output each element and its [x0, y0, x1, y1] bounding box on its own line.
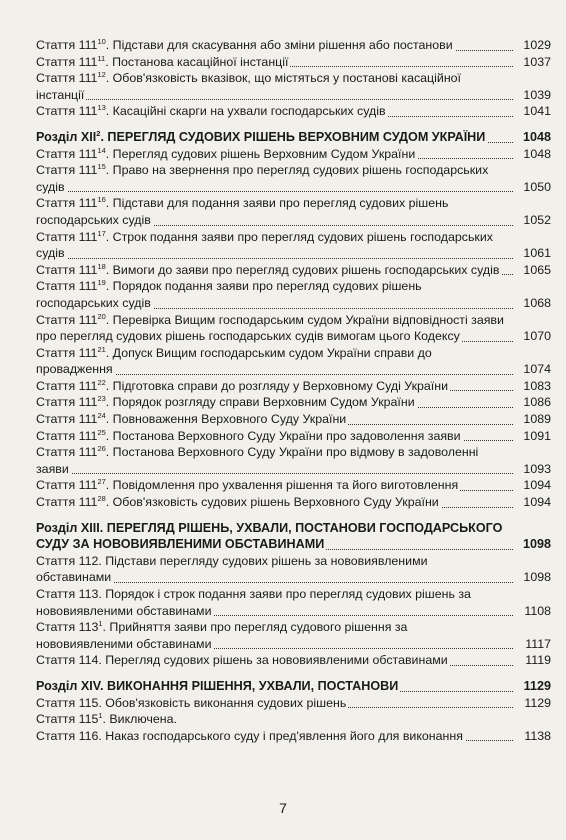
toc-entry-title — [36, 378, 551, 395]
toc-entry-title — [36, 54, 551, 71]
toc-entry — [36, 162, 551, 195]
toc-leader-dots — [36, 191, 513, 192]
toc-entry-prefix: Розділ XIII — [36, 520, 100, 535]
toc-entry-text: . Обов'язковість вказівок, що містяться у постанові касаційної інстанції — [36, 71, 461, 102]
toc-entry-text: . Виключена. — [102, 712, 177, 727]
toc-entry-text: . Допуск Вищим господарським судом України справи до провадження — [36, 345, 432, 377]
toc-entry-prefix: Стаття 111 — [36, 312, 98, 327]
toc-entry-text: . Касаційні скарги на ухвали господарських судів — [105, 104, 386, 119]
toc-entry-text: . Постанова касаційної інстанції — [105, 54, 289, 69]
toc-entry-superscript: 10 — [97, 37, 106, 46]
toc-entry-prefix: Стаття 111 — [36, 146, 98, 161]
toc-entry-prefix: Стаття 111 — [36, 279, 98, 294]
toc-entry-prefix: Стаття 111 — [36, 196, 98, 211]
toc-entry-prefix: Стаття 111 — [36, 478, 98, 493]
toc-entry-text: . ПЕРЕГЛЯД СУДОВИХ РІШЕНЬ ВЕРХОВНИМ СУДОМ УКРАЇНИ — [100, 129, 486, 144]
toc-entry — [36, 262, 551, 279]
toc-entry-text: . ПЕРЕГЛЯД РІШЕНЬ, УХВАЛИ, ПОСТАНОВИ ГОСПОДАРСЬКОГО СУДУ ЗА НОВОВИЯВЛЕНИМИ ОБСТАВИНАМИ — [36, 520, 503, 552]
toc-page-number: 1048 — [522, 129, 551, 144]
toc-leader-dots — [36, 258, 513, 259]
toc-entry-prefix: Стаття 111 — [36, 395, 98, 410]
toc-entry-superscript: 14 — [97, 145, 106, 155]
toc-page-number: 1094 — [523, 478, 551, 493]
toc-entry — [36, 553, 551, 586]
toc-entry-prefix: Стаття 111 — [36, 54, 98, 69]
table-of-contents — [36, 37, 551, 744]
toc-entry-text: . Порядок і строк подання заяви про перегляд судових рішень за нововиявленими обставинами — [36, 587, 471, 618]
toc-entry — [36, 728, 551, 745]
toc-entry-superscript: 21 — [97, 344, 106, 354]
toc-entry-text: . Постанова Верховного Суду України про задоволення заяви — [105, 428, 461, 443]
toc-entry-prefix: Стаття 116 — [36, 728, 99, 743]
toc-entry-prefix: Стаття 111 — [36, 71, 98, 86]
toc-entry — [36, 378, 551, 395]
toc-page-number: 1068 — [523, 295, 551, 310]
toc-page-number: 1119 — [525, 653, 551, 668]
toc-page-number: 1108 — [524, 603, 551, 618]
toc-entry-title — [36, 678, 551, 695]
toc-entry-prefix: Стаття 113 — [36, 620, 99, 635]
toc-entry-superscript: 28 — [97, 494, 106, 504]
toc-entry-title — [36, 477, 551, 494]
toc-entry-superscript: 15 — [97, 162, 106, 172]
toc-entry-text: . Строк подання заяви про перегляд судових рішень господарських судів — [36, 229, 493, 261]
toc-entry-title — [36, 129, 551, 146]
toc-entry-superscript: 23 — [97, 394, 106, 404]
toc-entry-superscript: 2 — [96, 128, 101, 138]
toc-page-number: 1129 — [523, 678, 551, 693]
toc-page-number: 1138 — [524, 728, 551, 743]
toc-page-number: 1048 — [523, 146, 551, 161]
toc-entry-prefix: Стаття 111 — [36, 345, 98, 360]
toc-page-number: 1061 — [523, 246, 551, 261]
toc-entry-prefix: Стаття 115 — [36, 695, 99, 710]
toc-entry-superscript: 22 — [97, 377, 106, 387]
toc-entry-text: . Прийняття заяви про перегляд судового рішення за нововиявленими обставинами — [36, 620, 408, 651]
toc-entry-text: . Наказ господарського суду і пред'явлення його для виконання — [98, 728, 463, 743]
toc-page-number: 1037 — [523, 54, 551, 69]
toc-entry-title — [36, 146, 551, 163]
toc-entry-prefix: Стаття 112 — [36, 553, 99, 568]
toc-entry — [36, 695, 551, 712]
toc-entry-prefix: Стаття 111 — [36, 378, 98, 393]
toc-entry — [36, 444, 551, 477]
toc-entry-title — [36, 428, 551, 445]
toc-entry-title — [36, 652, 551, 669]
toc-page-number: 1065 — [523, 262, 551, 277]
toc-entry-title — [36, 394, 551, 411]
toc-entry-title — [36, 494, 551, 511]
toc-entry — [36, 411, 551, 428]
toc-entry — [36, 278, 551, 311]
toc-entry-title — [36, 411, 551, 428]
toc-section-heading — [36, 678, 551, 695]
page-number: 7 — [279, 800, 287, 816]
toc-entry-text: . Підстави для скасування або зміни рішення або постанови — [105, 38, 453, 52]
toc-entry-title — [36, 262, 551, 279]
toc-entry-superscript: 26 — [97, 444, 106, 454]
toc-entry-prefix: Стаття 111 — [36, 262, 98, 277]
toc-entry-superscript: 13 — [97, 103, 106, 113]
toc-section-heading — [36, 129, 551, 146]
toc-entry-superscript: 18 — [97, 261, 106, 271]
toc-page-number: 1091 — [523, 428, 551, 443]
toc-entry-prefix: Стаття 111 — [36, 229, 98, 244]
toc-page-number: 1129 — [524, 695, 551, 710]
toc-entry — [36, 477, 551, 494]
toc-entry-prefix: Стаття 114 — [36, 653, 99, 668]
toc-entry-text: . Повідомлення про ухвалення рішення та його виготовлення — [105, 478, 459, 493]
toc-entry — [36, 428, 551, 445]
toc-entry-title — [36, 728, 551, 745]
toc-entry — [36, 195, 551, 228]
toc-entry-prefix: Розділ XIV — [36, 678, 101, 693]
toc-entry-text: . Перегляд судових рішень Верховним Судом України — [105, 146, 416, 161]
toc-page-number: 1094 — [523, 495, 551, 510]
toc-entry — [36, 70, 551, 103]
toc-page-number: 1098 — [523, 570, 551, 585]
toc-entry-superscript: 17 — [97, 228, 106, 238]
toc-entry — [36, 103, 551, 120]
toc-entry-text: . Право на звернення про перегляд судових рішень господарських судів — [36, 163, 489, 194]
toc-page-number: 1052 — [523, 212, 551, 227]
toc-entry-title — [36, 711, 551, 728]
toc-entry-prefix: Стаття 111 — [36, 104, 98, 119]
toc-entry — [36, 711, 551, 728]
toc-entry — [36, 146, 551, 163]
toc-entry-text: . Повноваження Верховного Суду України — [105, 412, 347, 427]
toc-entry — [36, 586, 551, 619]
toc-entry-prefix: Стаття 111 — [36, 495, 98, 510]
toc-entry-prefix: Стаття 115 — [36, 712, 99, 727]
toc-entry-superscript: 12 — [97, 70, 106, 80]
toc-entry-text: . Вимоги до заяви про перегляд судових рішень господарських судів — [105, 262, 500, 277]
toc-entry-text: . Порядок розгляду справи Верховним Судом України — [105, 395, 415, 410]
toc-entry-prefix: Стаття 111 — [36, 38, 98, 52]
toc-entry-superscript: 27 — [97, 477, 106, 487]
toc-leader-dots — [36, 473, 513, 474]
toc-entry-text: . Порядок подання заяви про перегляд судових рішень господарських судів — [36, 279, 422, 310]
toc-entry — [36, 54, 551, 71]
toc-entry-superscript: 24 — [97, 411, 106, 421]
toc-entry-superscript: 20 — [97, 311, 106, 321]
toc-page-number: 1029 — [523, 38, 551, 52]
toc-section-heading — [36, 520, 551, 553]
toc-entry-text: . Перегляд судових рішень за нововиявленими обставинами — [98, 653, 448, 668]
toc-page-number: 1050 — [523, 179, 551, 194]
toc-entry-prefix: Розділ XII — [36, 129, 97, 144]
toc-entry — [36, 312, 551, 345]
toc-entry-prefix: Стаття 111 — [36, 428, 98, 443]
toc-entry — [36, 229, 551, 262]
toc-entry-superscript: 11 — [97, 53, 106, 63]
toc-page-number: 1098 — [522, 537, 551, 552]
toc-page-number: 1039 — [523, 87, 551, 102]
toc-leader-dots — [36, 99, 513, 100]
toc-entry-prefix: Стаття 111 — [36, 163, 98, 178]
toc-entry — [36, 619, 551, 652]
toc-entry — [36, 345, 551, 378]
toc-entry-text: . Підстави перегляду судових рішень за нововиявленими обставинами — [36, 553, 428, 585]
toc-entry-superscript: 25 — [97, 427, 106, 437]
toc-entry-prefix: Стаття 111 — [36, 445, 98, 460]
toc-entry-text: . Підстави для подання заяви про перегляд судових рішень господарських судів — [36, 196, 449, 227]
toc-page-number: 1074 — [523, 362, 551, 377]
toc-entry — [36, 37, 551, 54]
toc-entry-superscript: 1 — [98, 619, 103, 629]
toc-entry — [36, 394, 551, 411]
toc-page-number: 1117 — [525, 636, 551, 651]
toc-entry — [36, 494, 551, 511]
toc-entry-prefix: Стаття 111 — [36, 412, 98, 427]
toc-entry-text: . Підготовка справи до розгляду у Верховному Суді України — [105, 378, 449, 393]
toc-page-number: 1070 — [523, 329, 551, 344]
toc-page-number: 1083 — [523, 378, 551, 393]
toc-entry-title — [36, 695, 551, 712]
toc-page-number: 1089 — [523, 412, 551, 427]
toc-entry-superscript: 16 — [97, 195, 106, 205]
toc-entry — [36, 652, 551, 669]
toc-page-number: 1093 — [523, 461, 551, 476]
toc-entry-text: . Постанова Верховного Суду України про відмову в задоволенні заяви — [36, 445, 479, 476]
toc-entry-text: . Обов'язковість судових рішень Верховного Суду України — [105, 495, 439, 510]
toc-entry-superscript: 19 — [97, 278, 106, 288]
toc-entry-prefix: Стаття 113 — [36, 587, 99, 601]
toc-entry-superscript: 1 — [98, 711, 103, 721]
toc-entry-title — [36, 37, 551, 54]
toc-entry-text: . Перевірка Вищим господарським судом України відповідності заяви про перегляд судових рішень господарських судів вимогам цього Кодексу — [36, 312, 504, 344]
toc-entry-text: . ВИКОНАННЯ РІШЕННЯ, УХВАЛИ, ПОСТАНОВИ — [100, 678, 399, 693]
toc-page-number: 1086 — [523, 395, 551, 410]
toc-page-number: 1041 — [523, 104, 551, 119]
toc-entry-title — [36, 103, 551, 120]
toc-entry-text: . Обов'язковість виконання судових рішень — [98, 695, 347, 710]
